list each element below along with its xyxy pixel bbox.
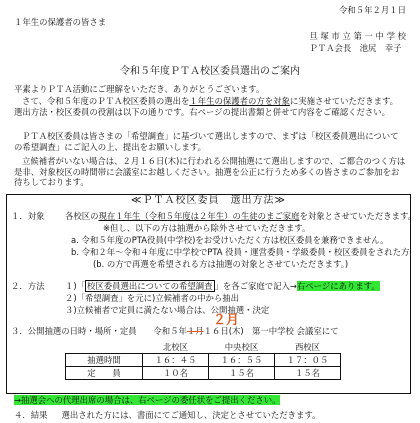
section-4-number: ４． (14, 410, 31, 420)
section-1-title: 対象 (27, 211, 45, 221)
section-2-number: ２． (11, 281, 28, 291)
paragraph-survey: ＰＴＡ校区委員は皆さまの「希望調査」に基づいて選出しますので、まずは「校区委員選出についての希望調査」にご記入の上、提出をお願いします。 (14, 131, 399, 152)
sender-role: ＰＴＡ会長 池尻 幸子 (309, 43, 402, 53)
section-1-exclusion-b: b. 令和２年～令和４年度に中学校でPTA 役員・運営委員・学級委員・校区委員をされた方 (71, 247, 410, 257)
schedule-row-label: 抽選時間 (66, 354, 143, 367)
section-1-exclusion-b-note: (b. の方で再選を希望される方は抽選の対象とさせていただきます。) (93, 259, 349, 269)
section-3-number: ３． (11, 326, 28, 336)
schedule-cell: １５名 (209, 367, 275, 380)
issue-date: 令和５年２月１日 (339, 5, 406, 15)
section-4-result (14, 410, 320, 421)
schedule-header-north: 北校区 (143, 341, 209, 354)
section-2-heading (11, 281, 45, 292)
schedule-row-time (66, 354, 341, 367)
method-box-title: ≪ＰＴＡ校区委員 選出方法≫ (131, 195, 286, 206)
section-1-heading (11, 211, 45, 222)
schedule-header-blank (66, 341, 143, 354)
s2-step1-mid: 」を各ご家庭で記入→ (214, 281, 297, 291)
document-title: 令和５年度ＰＴＡ校区委員選出のご案内 (120, 66, 300, 77)
schedule-header-row (66, 341, 341, 354)
proxy-note-highlight: →抽選会への代理出席の場合は、右ページの委任状をご提出ください。 (14, 395, 281, 405)
section-2-step-2: ２)「希望調査」を元に)立候補者の中から抽出 (65, 293, 240, 303)
right-page-note-highlight: 右ページにあります。 (296, 281, 380, 291)
schedule-cell: １７：０５ (275, 354, 341, 367)
intro-text-after: に実施させていただきます。選出方法・校区委員の役割は以下の通りです。右ページの提出書類と併せて内容をご確認ください。 (14, 96, 399, 117)
struck-original-month: １月 (186, 326, 204, 336)
schedule-cell: １６：４５ (143, 354, 209, 367)
schedule-header-west: 西校区 (275, 341, 341, 354)
s1-line1-suffix: を対象とさせていただきます。 (299, 211, 417, 221)
survey-form-name-boxed: 校区委員選出についての希望調査 (87, 281, 213, 291)
schedule-header-central: 中央校区 (209, 341, 275, 354)
handwritten-correction-month: ２月 (213, 313, 240, 328)
s3-heading-prefix: 公開抽選の日時・場所・定員 令和５年 (27, 326, 187, 336)
lottery-schedule-table (65, 341, 341, 380)
paragraph-intro (14, 96, 406, 117)
paragraph-lottery: 立候補者がいない場合は、２月１６日(木)に行われる公開抽選にて選出しますので、ご都合のつく方は是非、対象校区の時間帯に会議室にお越しください。抽選を公正に行うため多くの皆さまのご参加をお待ちしております。 (14, 156, 406, 187)
sender-organization: 旦 塚 市 立 第 一 中 学 校 (309, 31, 406, 41)
s1-line1-prefix: 各校区の (65, 211, 99, 221)
selection-method-box (6, 194, 417, 394)
section-1-number: １． (11, 211, 28, 221)
intro-text-before: さて、令和５年度のＰＴＡ校区委員の選出を (22, 96, 190, 106)
schedule-row-capacity (66, 367, 341, 380)
section-1-exclusion-note: ※但し、以下の方は抽選から除外させていただきます。 (103, 223, 311, 233)
paragraph-greeting: 平素よりＰＴＡ活動にご理解をいただき、ありがとうございます。 (14, 84, 265, 94)
section-2-title: 方法 (27, 281, 45, 291)
section-4-title: 結果 (30, 410, 48, 420)
schedule-cell: １６：５５ (209, 354, 275, 367)
recipient-line: １年生の保護者の皆さま (14, 17, 107, 27)
proxy-note (14, 395, 280, 406)
section-2-step-1 (65, 281, 380, 292)
section-1-line-1 (65, 211, 416, 222)
section-4-text: 選出された方には、書面にてご通知し、決定とさせていただきます。 (61, 410, 321, 420)
schedule-row-label: 定 員 (66, 367, 143, 380)
s2-step1-prefix: １)「 (65, 281, 86, 291)
s1-line1-underlined: 現在１年生（令和５年度は２年生）の生徒のまご家庭 (98, 211, 300, 221)
section-3-heading (11, 326, 338, 337)
schedule-cell: １０名 (143, 367, 209, 380)
section-1-exclusion-a: a. 令和５年度のPTA役員(中学校)をお受けいただく方は校区委員を兼務できません。 (71, 235, 389, 245)
section-2-step-3: ３)立候補者で定員に満たない場合は、公開抽選・決定 (65, 305, 270, 315)
schedule-cell: １５名 (275, 367, 341, 380)
sender-block (309, 30, 406, 54)
intro-target-underlined: １年生の保護者の方を対象 (189, 96, 290, 106)
s3-heading-suffix: １６日(木) 第一中学校 会議室にて (203, 326, 339, 336)
